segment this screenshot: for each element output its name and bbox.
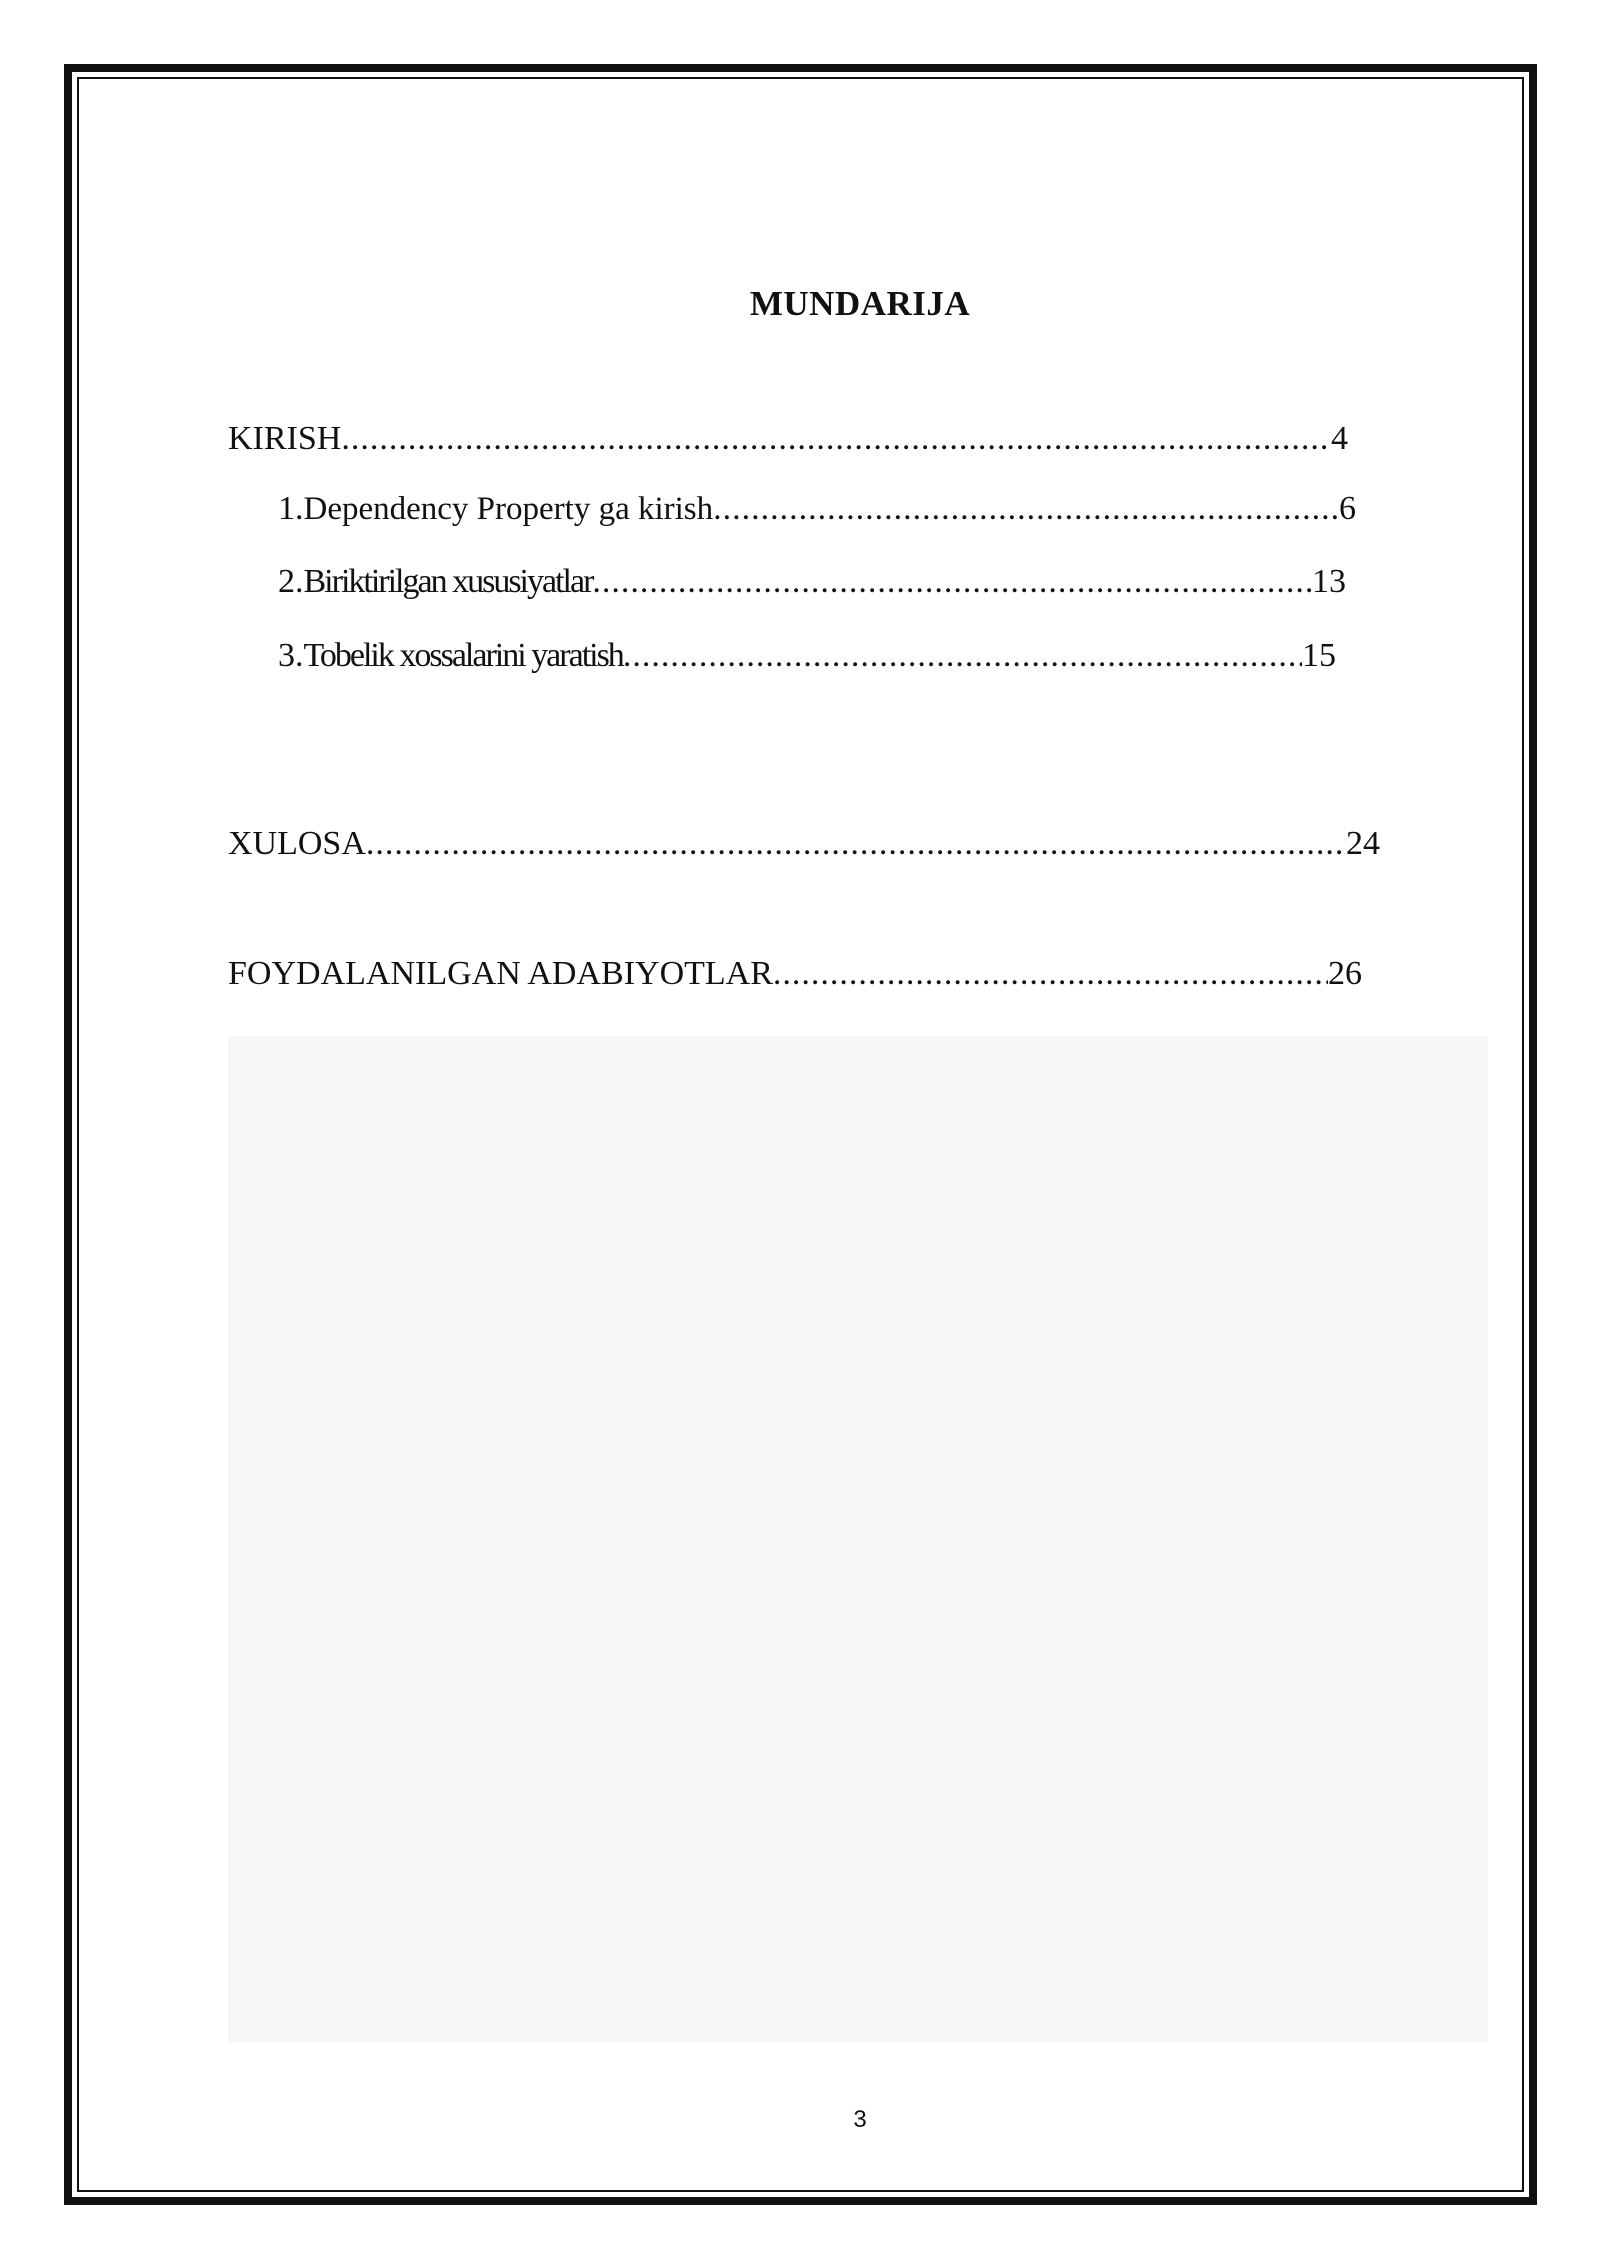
toc-entry-kirish[interactable] [228,420,1348,458]
toc-entry-number: 3. [278,637,304,674]
toc-entry-page: 15 [1302,637,1336,674]
toc-entry-adabiyotlar[interactable] [228,955,1362,993]
toc-leader-dots [623,637,1302,675]
toc-leader-dots [366,825,1346,863]
toc-entry-label: XULOSA [228,825,366,862]
toc-entry-page: 6 [1339,490,1356,527]
page-number: 3 [853,2106,867,2133]
toc-entry-number: 2. [278,563,304,600]
toc-entry-page: 4 [1331,420,1348,457]
toc-entry-label: FOYDALANILGAN ADABIYOTLAR [228,955,773,992]
toc-entry-2[interactable] [278,563,1346,601]
toc-entry-page: 26 [1328,955,1362,992]
toc-entry-page: 13 [1312,563,1346,600]
toc-entry-label: KIRISH [228,420,342,457]
toc-entry-label: Tobelik xossalarini yaratish [303,637,623,674]
toc-leader-dots [592,563,1312,601]
toc-leader-dots [773,955,1328,993]
shaded-blank-area [228,1036,1488,2042]
toc-entry-label: Dependency Property ga kirish [303,491,714,527]
toc-entry-3[interactable] [278,637,1336,675]
toc-leader-dots [341,420,1331,458]
toc-leader-dots [713,490,1339,528]
toc-entry-page: 24 [1346,825,1380,862]
toc-entry-label: Biriktirilgan xususiyatlar [303,563,593,600]
page-title: MUNDARIJA [749,284,971,323]
toc-entry-number: 1. [278,490,304,527]
toc-entry-1[interactable] [278,490,1356,528]
toc-entry-xulosa[interactable] [228,825,1380,863]
